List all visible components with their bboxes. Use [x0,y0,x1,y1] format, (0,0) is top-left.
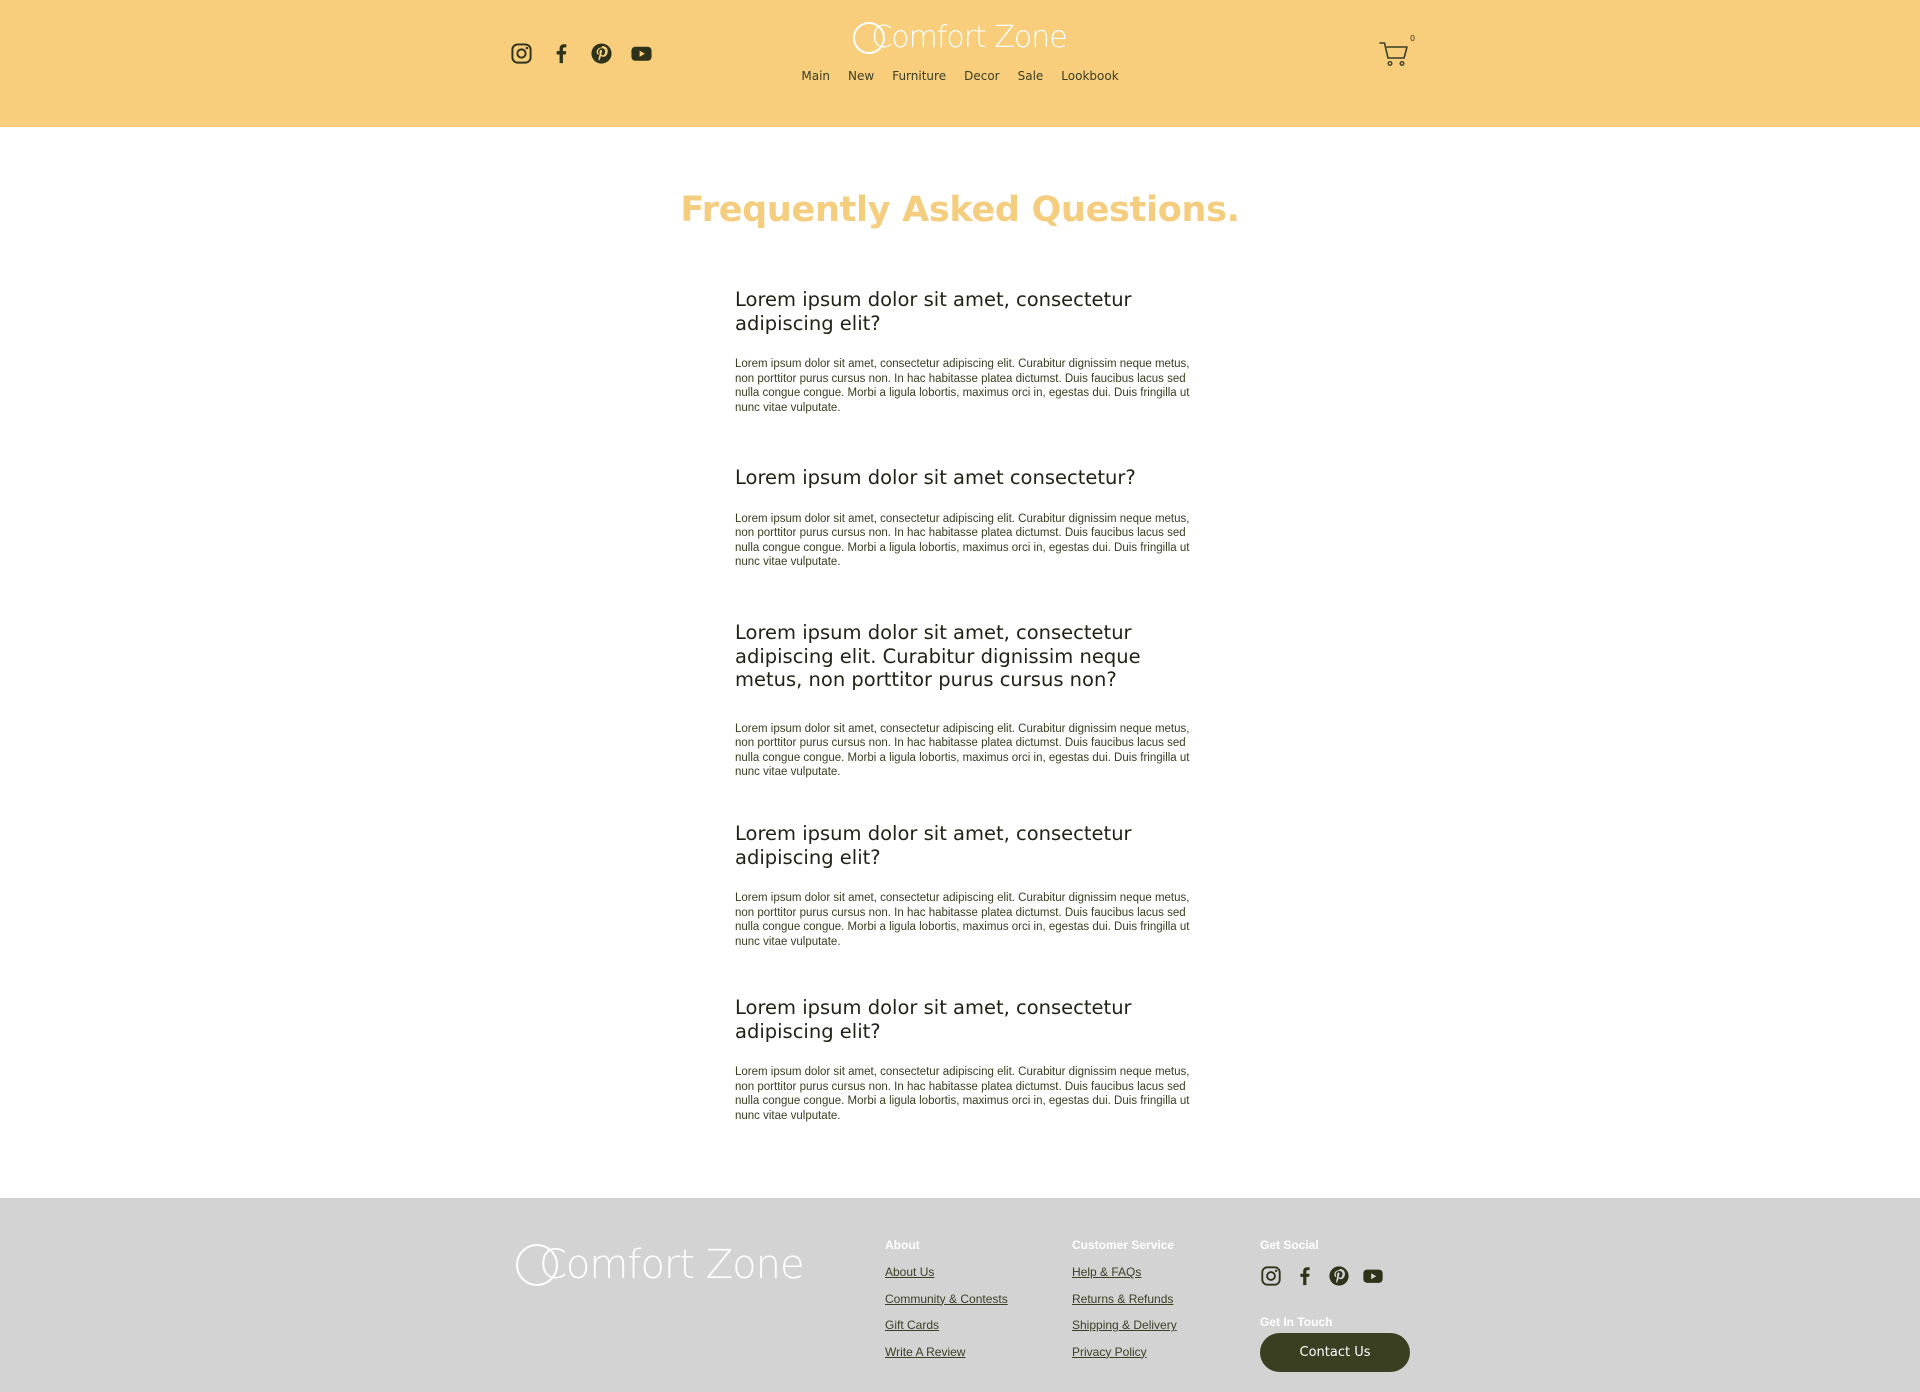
faq-question: Lorem ipsum dolor sit amet, consectetur adipiscing elit? [735,822,1132,869]
faq-answer: Lorem ipsum dolor sit amet, consectetur adipiscing elit. Curabitur dignissim neque metus, non porttitor purus cursus non. In hac habitasse platea dictumst. Duis faucibus lacus sed nulla congue congue. Morbi a ligula lobortis, maximus orci in, egestas dui. Duis fringilla ut nunc vitae vulputate. [735,512,1190,568]
footer-cs-heading: Customer Service [1072,1238,1175,1252]
footer-link-shipping[interactable]: Shipping & Delivery [1072,1318,1177,1332]
faq-item [735,288,1195,415]
footer-social-column [1260,1238,1384,1287]
contact-us-button[interactable]: Contact Us [1260,1333,1410,1372]
pinterest-icon[interactable] [1328,1265,1350,1287]
faq-question: Lorem ipsum dolor sit amet consectetur? [735,466,1136,489]
logo-text: Comfort Zone [539,1242,804,1288]
faq-answer: Lorem ipsum dolor sit amet, consectetur adipiscing elit. Curabitur dignissim neque metus, non porttitor purus cursus non. In hac habitasse platea dictumst. Duis faucibus lacus sed nulla congue congue. Morbi a ligula lobortis, maximus orci in, egestas dui. Duis fringilla ut nunc vitae vulputate. [735,1066,1190,1122]
footer-logo[interactable] [516,1242,804,1288]
nav-item-lookbook[interactable]: Lookbook [1061,69,1119,83]
instagram-icon[interactable] [1260,1265,1282,1287]
footer-link-help-faqs[interactable]: Help & FAQs [1072,1265,1142,1279]
faq-answer: Lorem ipsum dolor sit amet, consectetur adipiscing elit. Curabitur dignissim neque metus, non porttitor purus cursus non. In hac habitasse platea dictumst. Duis faucibus lacus sed nulla congue congue. Morbi a ligula lobortis, maximus orci in, egestas dui. Duis fringilla ut nunc vitae vulputate. [735,892,1190,948]
faq-item [735,466,1195,570]
footer-social-heading: Get Social [1260,1238,1319,1252]
footer-link-returns[interactable]: Returns & Refunds [1072,1291,1174,1306]
nav-item-new[interactable]: New [848,69,875,83]
logo-text: Comfort Zone [871,20,1067,55]
faq-item [735,996,1195,1123]
page-title: Frequently Asked Questions. [680,190,1240,230]
faq-question: Lorem ipsum dolor sit amet, consectetur adipiscing elit. Curabitur dignissim neque metus, non porttitor purus cursus non? [735,621,1141,691]
main-nav [0,69,1920,83]
footer-link-community[interactable]: Community & Contests [885,1291,1008,1306]
footer-customer-service-column [1072,1238,1177,1371]
footer-about-heading: About [885,1238,920,1252]
footer-touch-heading: Get In Touch [1260,1315,1333,1329]
cart-icon[interactable] [1379,40,1409,68]
nav-item-main[interactable]: Main [801,69,831,83]
footer-link-privacy[interactable]: Privacy Policy [1072,1344,1147,1359]
faq-question: Lorem ipsum dolor sit amet, consectetur adipiscing elit? [735,996,1132,1043]
nav-item-decor[interactable]: Decor [964,69,1000,83]
footer-about-column [885,1238,1008,1371]
facebook-icon[interactable] [1294,1265,1316,1287]
site-logo[interactable] [853,20,1066,55]
faq-question: Lorem ipsum dolor sit amet, consectetur adipiscing elit? [735,288,1132,335]
footer-link-write-review[interactable]: Write A Review [885,1344,966,1359]
nav-item-sale[interactable]: Sale [1017,69,1044,83]
nav-item-furniture[interactable]: Furniture [892,69,947,83]
cart-count-badge: 0 [1410,34,1416,43]
faq-item [735,621,1195,780]
footer-logo-wrap [516,1242,804,1290]
header-logo-wrap [0,20,1920,58]
faq-answer: Lorem ipsum dolor sit amet, consectetur adipiscing elit. Curabitur dignissim neque metus, non porttitor purus cursus non. In hac habitasse platea dictumst. Duis faucibus lacus sed nulla congue congue. Morbi a ligula lobortis, maximus orci in, egestas dui. Duis fringilla ut nunc vitae vulputate. [735,722,1190,778]
youtube-icon[interactable] [1362,1265,1384,1287]
footer-link-about-us[interactable]: About Us [885,1265,935,1279]
site-header [0,0,1920,127]
faq-answer: Lorem ipsum dolor sit amet, consectetur adipiscing elit. Curabitur dignissim neque metus, non porttitor purus cursus non. In hac habitasse platea dictumst. Duis faucibus lacus sed nulla congue congue. Morbi a ligula lobortis, maximus orci in, egestas dui. Duis fringilla ut nunc vitae vulputate. [735,358,1190,414]
site-footer [0,1198,1920,1392]
faq-item [735,822,1195,949]
footer-social-icons [1260,1265,1384,1287]
footer-link-gift-cards[interactable]: Gift Cards [885,1318,940,1332]
